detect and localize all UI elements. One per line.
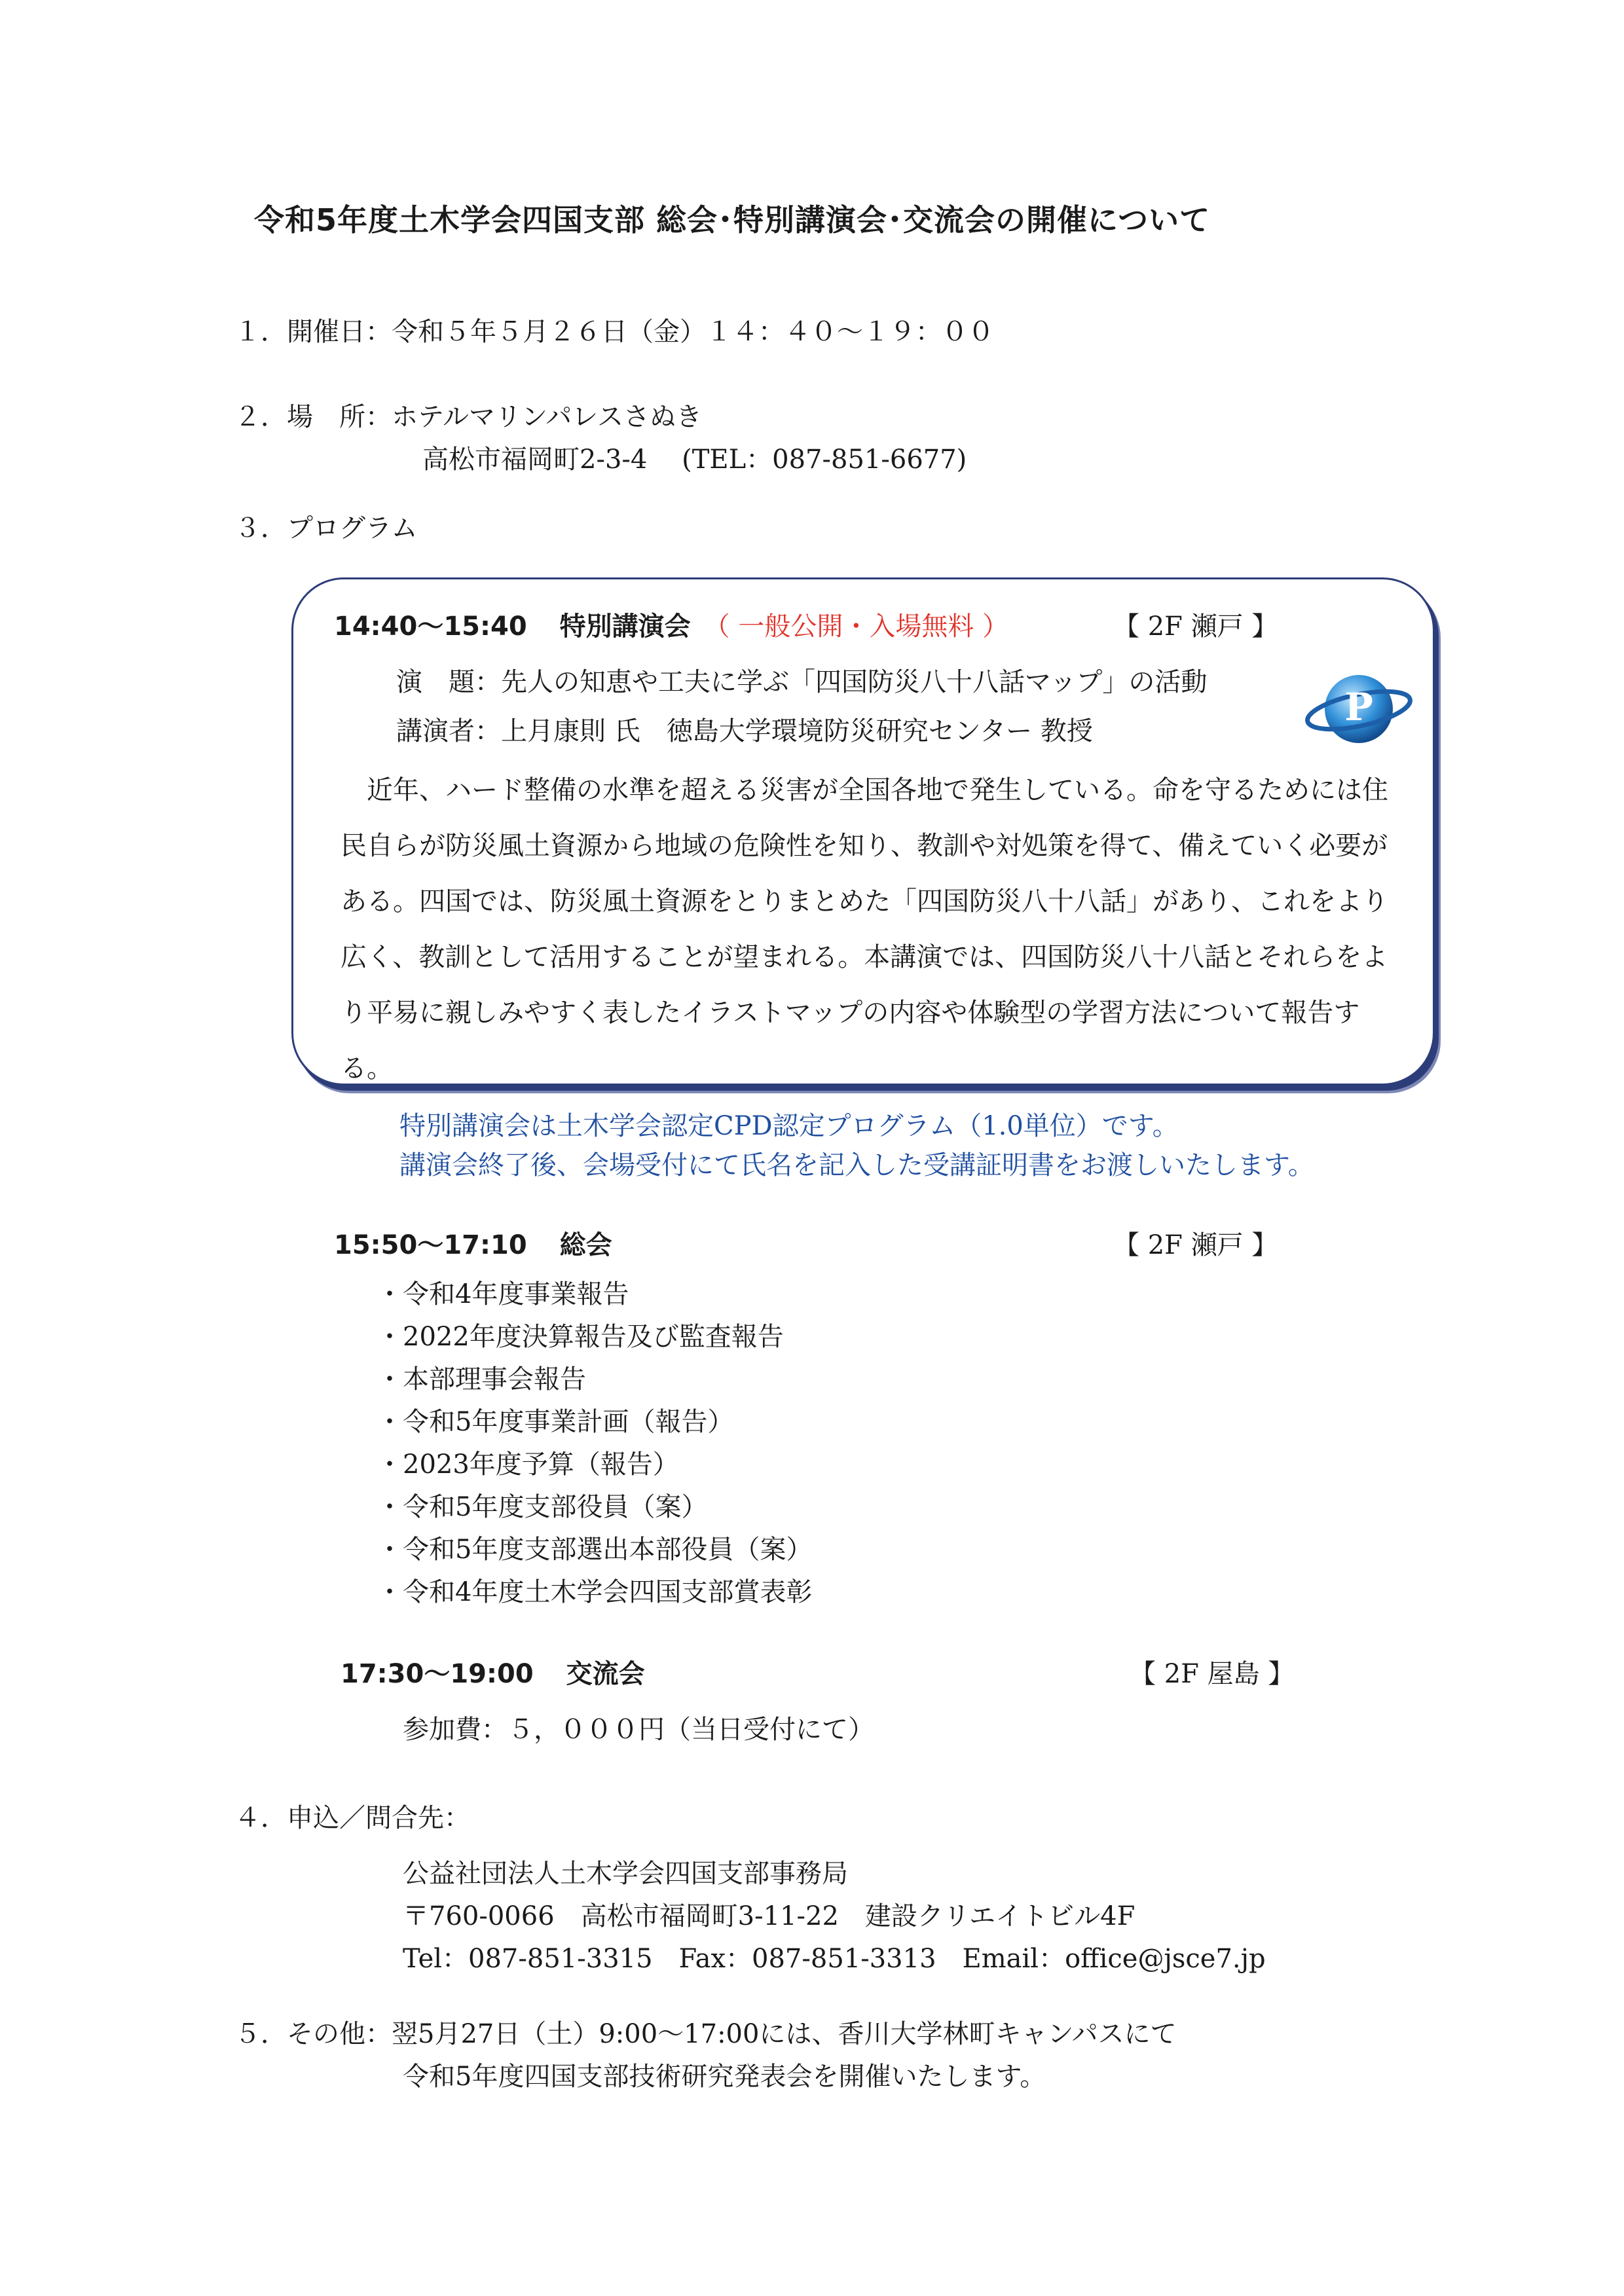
lecture-speaker-row (396, 710, 1093, 748)
meeting-name: 総会 (559, 1230, 612, 1260)
meeting-header (334, 1224, 612, 1262)
apply-label: ４．申込／問合先： (234, 1803, 470, 1833)
topic-label: 演 題： (396, 667, 501, 697)
agenda-item: ・令和5年度支部選出本部役員（案） (377, 1535, 813, 1565)
exchange-room: 【 2F 屋島 】 (1130, 1659, 1295, 1689)
agenda-item: ・令和5年度支部役員（案） (377, 1492, 708, 1522)
other-line-2: 令和5年度四国支部技術研究発表会を開催いたします。 (403, 2062, 1046, 2092)
agenda-item: ・令和5年度事業計画（報告） (377, 1407, 734, 1437)
agenda-item: ・2022年度決算報告及び監査報告 (377, 1322, 784, 1352)
exchange-time: 17:30～19:00 (341, 1659, 534, 1689)
venue-label: ２．場 所： (234, 402, 392, 432)
exchange-header (341, 1653, 645, 1690)
date-value: 令和５年５月２６日（金）１４：４０～１９：００ (392, 317, 994, 347)
meeting-time: 15:50～17:10 (334, 1230, 527, 1260)
agenda-item: ・2023年度予算（報告） (377, 1449, 679, 1480)
page-title: 令和5年度土木学会四国支部 総会･特別講演会･交流会の開催について (254, 202, 1211, 238)
other-row (234, 2013, 1177, 2050)
speaker-label: 講演者： (396, 716, 501, 746)
other-label: ５．その他： (234, 2019, 392, 2049)
contact-org: 公益社団法人土木学会四国支部事務局 (403, 1859, 848, 1889)
lecture-note: （ 一般公開・入場無料 ） (703, 611, 1009, 642)
lecture-header (334, 606, 1008, 643)
lecture-description (341, 763, 1401, 1097)
lecture-name: 特別講演会 (559, 611, 691, 642)
agenda-item: ・令和4年度土木学会四国支部賞表彰 (377, 1577, 813, 1607)
lecture-description-text: 近年、ハード整備の水準を超える災害が全国各地で発生している。命を守るためには住民自らが防災風土資源から地域の危険性を知り、教訓や対処策を得て、備えていく必要がある。四国では、防災風土資源をとりまとめた「四国防災八十八話」があり、これをより広く、教訓として活用することが望まれる。本講演では、四国防災八十八話とそれらをより平易に親しみやすく表したイラストマップの内容や体験型の学習方法について報告する。 (341, 775, 1388, 1084)
contact-phone: Tel：087-851-3315 Fax：087-851-3313 Email：office@jsce7.jp (403, 1944, 1266, 1974)
venue-row (234, 396, 702, 433)
agenda-item: ・令和4年度事業報告 (377, 1279, 629, 1309)
meeting-room: 【 2F 瀬戸 】 (1113, 1230, 1278, 1260)
jsce-globe-logo-icon (1303, 665, 1414, 750)
cpd-line-1: 特別講演会は土木学会認定CPD認定プログラム（1.0単位）です。 (399, 1111, 1179, 1141)
date-label: １．開催日： (234, 317, 392, 347)
agenda-item: ・本部理事会報告 (377, 1364, 586, 1394)
lecture-room: 【 2F 瀬戸 】 (1113, 611, 1278, 642)
lecture-time: 14:40～15:40 (334, 611, 527, 642)
contact-address: 〒760-0066 高松市福岡町3-11-22 建設クリエイトビル4F (403, 1901, 1135, 1931)
logo-text: P (1344, 685, 1373, 729)
speaker-value: 上月康則 氏 徳島大学環境防災研究センター 教授 (501, 716, 1093, 746)
exchange-fee: 参加費：５，０００円（当日受付にて） (403, 1715, 874, 1745)
venue-value: ホテルマリンパレスさぬき (392, 402, 702, 432)
date-row (234, 311, 994, 348)
exchange-name: 交流会 (566, 1659, 645, 1689)
cpd-line-2: 講演会終了後、会場受付にて氏名を記入した受講証明書をお渡しいたします。 (399, 1150, 1314, 1180)
lecture-topic-row (396, 661, 1207, 699)
program-label: ３．プログラム (234, 513, 418, 543)
other-line-1: 翌5月27日（土）9:00～17:00には、香川大学林町キャンパスにて (392, 2019, 1177, 2049)
venue-address: 高松市福岡町2-3-4 (TEL：087-851-6677) (422, 445, 967, 475)
topic-value: 先人の知恵や工夫に学ぶ「四国防災八十八話マップ」の活動 (501, 667, 1208, 697)
